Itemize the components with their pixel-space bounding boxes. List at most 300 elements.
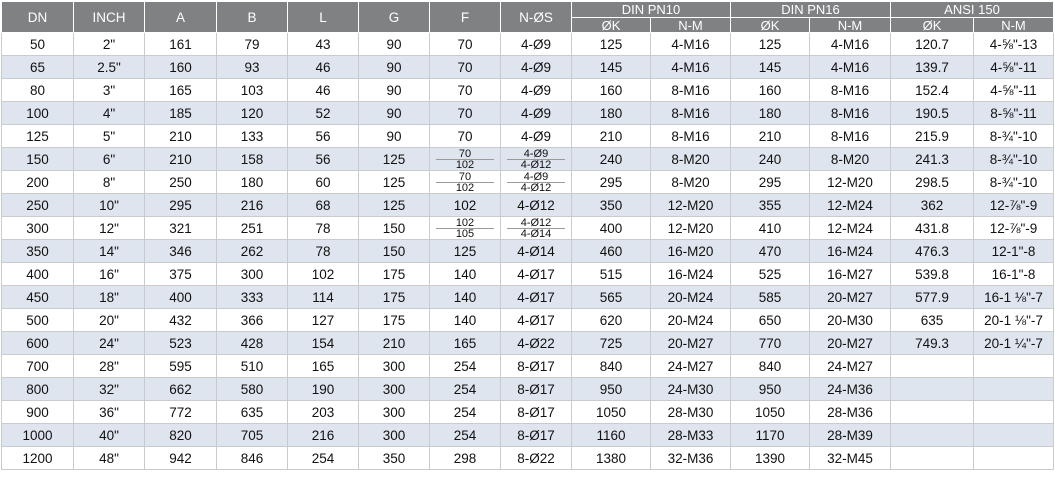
cell-inch: 32" — [74, 378, 145, 401]
cell-n-os — [501, 148, 572, 171]
cell-l: 165 — [288, 355, 359, 378]
cell-din10-ok: 160 — [572, 79, 651, 102]
cell-din10-ok: 400 — [572, 217, 651, 240]
cell-n-os: 8-Ø17 — [501, 378, 572, 401]
cell-n-os: 4-Ø17 — [501, 309, 572, 332]
cell-din16-nm: 12-M24 — [810, 217, 891, 240]
cell-l: 254 — [288, 447, 359, 470]
cell-inch: 16" — [74, 263, 145, 286]
cell-ansi-nm: 20-1 ¼"-7 — [974, 332, 1054, 355]
stacked-value: 4-Ø12 — [520, 158, 552, 171]
cell-b: 180 — [217, 171, 288, 194]
stacked-value: 102 — [436, 218, 494, 229]
cell-ansi-nm: 8-¾"-10 — [974, 148, 1054, 171]
cell-din10-ok: 1050 — [572, 401, 651, 424]
cell-dn: 80 — [2, 79, 74, 102]
cell-f: 254 — [430, 424, 501, 447]
cell-l: 203 — [288, 401, 359, 424]
cell-g: 350 — [359, 447, 430, 470]
cell-g: 175 — [359, 263, 430, 286]
cell-din10-nm: 28-M33 — [651, 424, 731, 447]
cell-din10-nm: 32-M36 — [651, 447, 731, 470]
cell-f: 140 — [430, 263, 501, 286]
cell-g: 125 — [359, 171, 430, 194]
cell-f: 70 — [430, 79, 501, 102]
cell-a: 375 — [145, 263, 217, 286]
table-row — [2, 171, 1054, 194]
cell-ansi-nm — [974, 378, 1054, 401]
cell-din16-ok: 770 — [731, 332, 810, 355]
cell-g: 175 — [359, 286, 430, 309]
cell-b: 366 — [217, 309, 288, 332]
cell-ansi-nm: 20-1 ⅛"-7 — [974, 309, 1054, 332]
cell-din10-ok: 145 — [572, 56, 651, 79]
cell-n-os: 8-Ø17 — [501, 424, 572, 447]
cell-din10-nm: 24-M30 — [651, 378, 731, 401]
cell-f: 70 — [430, 56, 501, 79]
dimension-table-container — [1, 1, 1054, 470]
cell-l: 68 — [288, 194, 359, 217]
cell-din16-nm: 20-M30 — [810, 309, 891, 332]
cell-ansi-ok: 298.5 — [891, 171, 974, 194]
cell-inch: 2" — [74, 33, 145, 56]
table-row — [2, 378, 1054, 401]
cell-b: 158 — [217, 148, 288, 171]
cell-dn: 800 — [2, 378, 74, 401]
cell-din16-nm: 16-M27 — [810, 263, 891, 286]
cell-ansi-ok: 635 — [891, 309, 974, 332]
cell-f: 70 — [430, 33, 501, 56]
table-row — [2, 447, 1054, 470]
cell-inch: 36" — [74, 401, 145, 424]
cell-n-os: 4-Ø17 — [501, 286, 572, 309]
cell-l: 43 — [288, 33, 359, 56]
cell-din16-ok: 525 — [731, 263, 810, 286]
cell-ansi-ok: 215.9 — [891, 125, 974, 148]
cell-din16-nm: 8-M16 — [810, 102, 891, 125]
cell-g: 300 — [359, 401, 430, 424]
cell-a: 295 — [145, 194, 217, 217]
cell-din10-nm: 8-M20 — [651, 148, 731, 171]
cell-b: 216 — [217, 194, 288, 217]
stacked-value: 70 — [436, 172, 494, 183]
cell-ansi-nm: 12-⅞"-9 — [974, 194, 1054, 217]
cell-g: 90 — [359, 79, 430, 102]
header-din10-ok: ØK — [572, 18, 651, 33]
cell-l: 78 — [288, 217, 359, 240]
cell-g: 90 — [359, 125, 430, 148]
table-row — [2, 125, 1054, 148]
cell-din10-ok: 460 — [572, 240, 651, 263]
cell-n-os — [501, 217, 572, 240]
cell-din16-ok: 160 — [731, 79, 810, 102]
cell-f: 70 — [430, 102, 501, 125]
header-b: B — [217, 2, 288, 33]
cell-inch: 28" — [74, 355, 145, 378]
cell-inch: 8" — [74, 171, 145, 194]
cell-n-os: 4-Ø9 — [501, 79, 572, 102]
header-a: A — [145, 2, 217, 33]
cell-l: 56 — [288, 148, 359, 171]
cell-din16-ok: 840 — [731, 355, 810, 378]
cell-b: 705 — [217, 424, 288, 447]
cell-a: 772 — [145, 401, 217, 424]
cell-dn: 600 — [2, 332, 74, 355]
cell-b: 133 — [217, 125, 288, 148]
cell-din16-nm: 16-M24 — [810, 240, 891, 263]
cell-ansi-nm: 8-⅝"-11 — [974, 102, 1054, 125]
cell-b: 300 — [217, 263, 288, 286]
cell-din16-ok: 295 — [731, 171, 810, 194]
cell-inch: 6" — [74, 148, 145, 171]
cell-b: 510 — [217, 355, 288, 378]
cell-din10-nm: 8-M16 — [651, 102, 731, 125]
cell-n-os — [501, 171, 572, 194]
cell-din10-ok: 620 — [572, 309, 651, 332]
stacked-value: 4-Ø12 — [507, 218, 565, 229]
table-row — [2, 102, 1054, 125]
table-row — [2, 240, 1054, 263]
cell-ansi-ok: 241.3 — [891, 148, 974, 171]
cell-din16-ok: 125 — [731, 33, 810, 56]
cell-din10-nm: 20-M27 — [651, 332, 731, 355]
cell-f: 125 — [430, 240, 501, 263]
cell-g: 210 — [359, 332, 430, 355]
cell-a: 346 — [145, 240, 217, 263]
table-row — [2, 332, 1054, 355]
header-ansi-150: ANSI 150 — [891, 2, 1054, 18]
table-header — [2, 2, 1054, 33]
cell-inch: 20" — [74, 309, 145, 332]
cell-din16-ok: 410 — [731, 217, 810, 240]
cell-a: 662 — [145, 378, 217, 401]
cell-g: 175 — [359, 309, 430, 332]
cell-g: 125 — [359, 194, 430, 217]
cell-b: 120 — [217, 102, 288, 125]
cell-din16-nm: 32-M45 — [810, 447, 891, 470]
cell-f — [430, 171, 501, 194]
cell-din10-nm: 12-M20 — [651, 194, 731, 217]
table-body — [2, 33, 1054, 470]
cell-din10-nm: 4-M16 — [651, 33, 731, 56]
cell-l: 46 — [288, 79, 359, 102]
header-inch: INCH — [74, 2, 145, 33]
cell-din10-ok: 565 — [572, 286, 651, 309]
cell-dn: 200 — [2, 171, 74, 194]
cell-din10-ok: 840 — [572, 355, 651, 378]
cell-a: 400 — [145, 286, 217, 309]
cell-b: 262 — [217, 240, 288, 263]
stacked-values — [430, 217, 500, 239]
cell-n-os: 4-Ø9 — [501, 33, 572, 56]
cell-ansi-nm — [974, 401, 1054, 424]
header-f: F — [430, 2, 501, 33]
cell-ansi-nm: 4-⅝"-13 — [974, 33, 1054, 56]
cell-din16-nm: 28-M36 — [810, 401, 891, 424]
cell-g: 300 — [359, 355, 430, 378]
cell-l: 190 — [288, 378, 359, 401]
cell-inch: 14" — [74, 240, 145, 263]
cell-a: 523 — [145, 332, 217, 355]
cell-l: 216 — [288, 424, 359, 447]
cell-n-os: 4-Ø17 — [501, 263, 572, 286]
stacked-values — [501, 217, 571, 239]
cell-a: 160 — [145, 56, 217, 79]
table-row — [2, 79, 1054, 102]
stacked-value: 102 — [455, 181, 475, 194]
cell-dn: 400 — [2, 263, 74, 286]
cell-a: 250 — [145, 171, 217, 194]
cell-l: 78 — [288, 240, 359, 263]
cell-din16-ok: 145 — [731, 56, 810, 79]
cell-f — [430, 217, 501, 240]
cell-ansi-ok: 139.7 — [891, 56, 974, 79]
cell-f: 165 — [430, 332, 501, 355]
cell-b: 333 — [217, 286, 288, 309]
cell-dn: 125 — [2, 125, 74, 148]
header-row-top — [2, 2, 1054, 18]
cell-f: 254 — [430, 401, 501, 424]
cell-a: 161 — [145, 33, 217, 56]
cell-g: 125 — [359, 148, 430, 171]
cell-dn: 65 — [2, 56, 74, 79]
cell-l: 56 — [288, 125, 359, 148]
cell-din10-nm: 8-M16 — [651, 79, 731, 102]
cell-din10-ok: 295 — [572, 171, 651, 194]
cell-a: 210 — [145, 148, 217, 171]
cell-ansi-ok — [891, 378, 974, 401]
header-din16-nm: N-M — [810, 18, 891, 33]
header-g: G — [359, 2, 430, 33]
cell-din10-nm: 28-M30 — [651, 401, 731, 424]
cell-ansi-nm — [974, 355, 1054, 378]
cell-din16-nm: 8-M20 — [810, 148, 891, 171]
cell-din16-ok: 355 — [731, 194, 810, 217]
cell-inch: 4" — [74, 102, 145, 125]
cell-b: 79 — [217, 33, 288, 56]
stacked-value: 70 — [436, 149, 494, 160]
cell-ansi-ok: 190.5 — [891, 102, 974, 125]
header-din-pn16: DIN PN16 — [731, 2, 891, 18]
cell-f: 298 — [430, 447, 501, 470]
table-row — [2, 56, 1054, 79]
cell-ansi-ok: 152.4 — [891, 79, 974, 102]
cell-dn: 900 — [2, 401, 74, 424]
table-row — [2, 33, 1054, 56]
cell-din10-nm: 8-M16 — [651, 125, 731, 148]
cell-din16-nm: 8-M16 — [810, 79, 891, 102]
cell-din10-ok: 1380 — [572, 447, 651, 470]
cell-dn: 300 — [2, 217, 74, 240]
cell-ansi-nm: 16-1 ⅛"-7 — [974, 286, 1054, 309]
table-row — [2, 194, 1054, 217]
stacked-value: 4-Ø9 — [507, 172, 565, 183]
cell-l: 46 — [288, 56, 359, 79]
table-row — [2, 401, 1054, 424]
stacked-value: 4-Ø12 — [520, 181, 552, 194]
cell-din10-ok: 515 — [572, 263, 651, 286]
table-row — [2, 217, 1054, 240]
cell-din16-ok: 210 — [731, 125, 810, 148]
cell-din10-nm: 20-M24 — [651, 309, 731, 332]
table-row — [2, 309, 1054, 332]
stacked-values — [501, 148, 571, 170]
header-n-os: N-ØS — [501, 2, 572, 33]
cell-a: 185 — [145, 102, 217, 125]
cell-f — [430, 148, 501, 171]
cell-f: 140 — [430, 309, 501, 332]
cell-din10-nm: 20-M24 — [651, 286, 731, 309]
cell-dn: 700 — [2, 355, 74, 378]
cell-ansi-ok: 749.3 — [891, 332, 974, 355]
cell-din16-ok: 650 — [731, 309, 810, 332]
cell-ansi-ok — [891, 401, 974, 424]
cell-g: 150 — [359, 240, 430, 263]
cell-ansi-nm: 8-¾"-10 — [974, 125, 1054, 148]
header-din16-ok: ØK — [731, 18, 810, 33]
cell-n-os: 4-Ø14 — [501, 240, 572, 263]
cell-din16-nm: 24-M36 — [810, 378, 891, 401]
cell-din16-ok: 180 — [731, 102, 810, 125]
cell-l: 52 — [288, 102, 359, 125]
cell-din10-nm: 4-M16 — [651, 56, 731, 79]
cell-a: 321 — [145, 217, 217, 240]
cell-dn: 1200 — [2, 447, 74, 470]
cell-b: 251 — [217, 217, 288, 240]
cell-ansi-nm: 12-⅞"-9 — [974, 217, 1054, 240]
cell-ansi-ok — [891, 447, 974, 470]
cell-n-os: 8-Ø17 — [501, 355, 572, 378]
cell-f: 102 — [430, 194, 501, 217]
cell-f: 70 — [430, 125, 501, 148]
cell-dn: 250 — [2, 194, 74, 217]
cell-g: 150 — [359, 217, 430, 240]
cell-ansi-nm: 4-⅝"-11 — [974, 56, 1054, 79]
cell-din16-nm: 28-M39 — [810, 424, 891, 447]
header-ansi-nm: N-M — [974, 18, 1054, 33]
cell-din16-ok: 240 — [731, 148, 810, 171]
header-din-pn10: DIN PN10 — [572, 2, 731, 18]
cell-din16-ok: 1170 — [731, 424, 810, 447]
stacked-value: 4-Ø9 — [507, 149, 565, 160]
cell-din16-nm: 4-M16 — [810, 33, 891, 56]
cell-din16-nm: 12-M20 — [810, 171, 891, 194]
cell-inch: 40" — [74, 424, 145, 447]
cell-din16-nm: 24-M27 — [810, 355, 891, 378]
table-row — [2, 286, 1054, 309]
stacked-value: 105 — [455, 227, 475, 240]
cell-din16-nm: 20-M27 — [810, 286, 891, 309]
cell-f: 254 — [430, 378, 501, 401]
cell-ansi-nm: 16-1"-8 — [974, 263, 1054, 286]
cell-ansi-ok — [891, 424, 974, 447]
cell-ansi-nm: 12-1"-8 — [974, 240, 1054, 263]
cell-ansi-ok: 476.3 — [891, 240, 974, 263]
cell-dn: 1000 — [2, 424, 74, 447]
cell-dn: 100 — [2, 102, 74, 125]
cell-b: 428 — [217, 332, 288, 355]
cell-b: 846 — [217, 447, 288, 470]
cell-din16-ok: 950 — [731, 378, 810, 401]
cell-g: 300 — [359, 424, 430, 447]
cell-ansi-nm — [974, 447, 1054, 470]
cell-ansi-ok: 362 — [891, 194, 974, 217]
cell-din10-ok: 125 — [572, 33, 651, 56]
cell-inch: 2.5" — [74, 56, 145, 79]
cell-inch: 48" — [74, 447, 145, 470]
cell-dn: 450 — [2, 286, 74, 309]
cell-b: 93 — [217, 56, 288, 79]
stacked-value: 102 — [455, 158, 475, 171]
cell-dn: 500 — [2, 309, 74, 332]
stacked-value: 4-Ø14 — [520, 227, 552, 240]
flange-dimension-table — [1, 1, 1054, 470]
cell-inch: 5" — [74, 125, 145, 148]
cell-din10-ok: 1160 — [572, 424, 651, 447]
table-row — [2, 424, 1054, 447]
cell-n-os: 8-Ø17 — [501, 401, 572, 424]
cell-din16-ok: 1050 — [731, 401, 810, 424]
cell-din10-nm: 24-M27 — [651, 355, 731, 378]
cell-ansi-nm — [974, 424, 1054, 447]
table-row — [2, 355, 1054, 378]
table-row — [2, 148, 1054, 171]
cell-f: 254 — [430, 355, 501, 378]
cell-l: 127 — [288, 309, 359, 332]
cell-b: 580 — [217, 378, 288, 401]
cell-ansi-ok — [891, 355, 974, 378]
cell-ansi-ok: 431.8 — [891, 217, 974, 240]
cell-din10-ok: 240 — [572, 148, 651, 171]
header-dn: DN — [2, 2, 74, 33]
cell-b: 103 — [217, 79, 288, 102]
cell-a: 820 — [145, 424, 217, 447]
cell-din16-nm: 4-M16 — [810, 56, 891, 79]
cell-din10-ok: 725 — [572, 332, 651, 355]
cell-ansi-ok: 120.7 — [891, 33, 974, 56]
cell-n-os: 4-Ø22 — [501, 332, 572, 355]
cell-a: 942 — [145, 447, 217, 470]
cell-din10-ok: 950 — [572, 378, 651, 401]
cell-din10-nm: 12-M20 — [651, 217, 731, 240]
cell-ansi-ok: 539.8 — [891, 263, 974, 286]
cell-n-os: 8-Ø22 — [501, 447, 572, 470]
cell-din16-nm: 12-M24 — [810, 194, 891, 217]
stacked-values — [501, 171, 571, 193]
cell-l: 154 — [288, 332, 359, 355]
cell-n-os: 4-Ø12 — [501, 194, 572, 217]
cell-din16-ok: 585 — [731, 286, 810, 309]
cell-din10-ok: 210 — [572, 125, 651, 148]
cell-ansi-ok: 577.9 — [891, 286, 974, 309]
cell-din16-nm: 20-M27 — [810, 332, 891, 355]
cell-b: 635 — [217, 401, 288, 424]
cell-g: 300 — [359, 378, 430, 401]
cell-din10-nm: 16-M24 — [651, 263, 731, 286]
cell-g: 90 — [359, 33, 430, 56]
cell-inch: 12" — [74, 217, 145, 240]
cell-dn: 350 — [2, 240, 74, 263]
cell-inch: 24" — [74, 332, 145, 355]
cell-din10-ok: 180 — [572, 102, 651, 125]
cell-dn: 150 — [2, 148, 74, 171]
cell-din10-nm: 8-M20 — [651, 171, 731, 194]
cell-inch: 10" — [74, 194, 145, 217]
cell-f: 140 — [430, 286, 501, 309]
cell-inch: 18" — [74, 286, 145, 309]
cell-dn: 50 — [2, 33, 74, 56]
cell-g: 90 — [359, 56, 430, 79]
